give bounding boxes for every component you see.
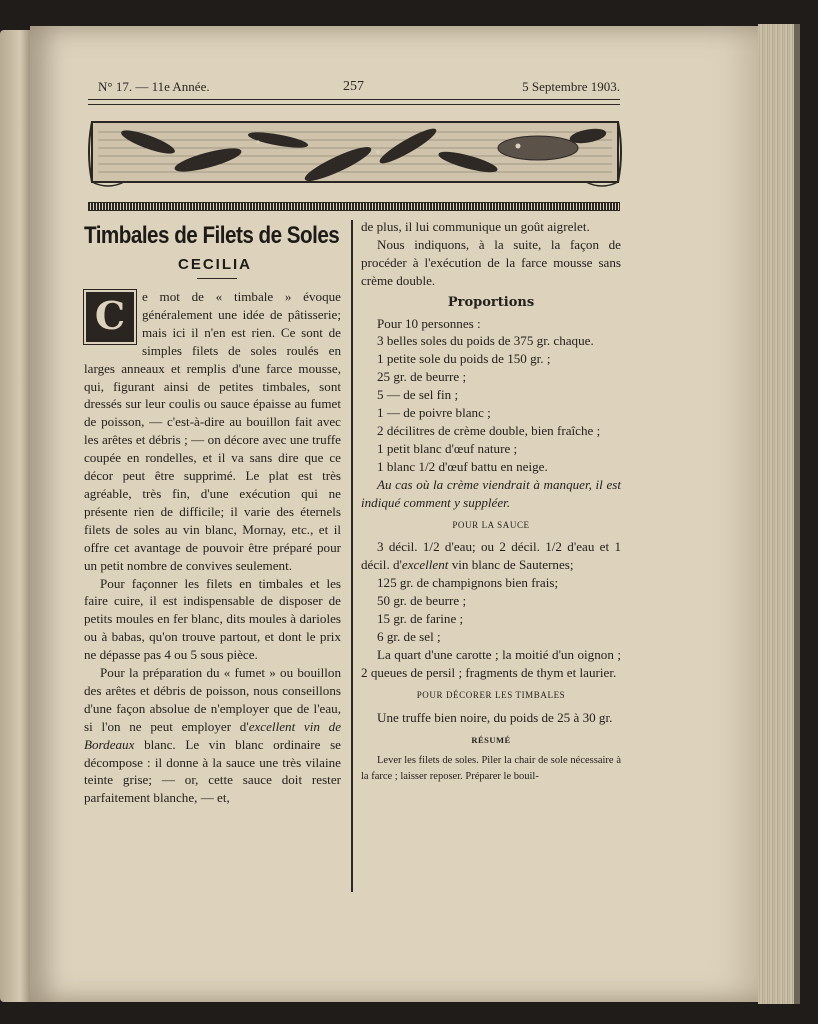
sauce-text-italic: excellent [401,557,449,573]
running-header [58,53,620,94]
page-number: 257 [343,79,364,94]
left-page-edge [0,30,34,1002]
issue-number: N° 17. — 11e Année. [98,79,210,94]
cream-note: Au cas où la crème viendrait à manquer, il est indiqué comment y suppléer. [361,476,621,510]
paragraph-moules: Pour façonner les filets en timbales et les faire cuire, il est indispensable de disposer de petits moules en fer blanc, dits moules à darioles ou à babas, qu'on trouve partout, et dont le prix ne dépasse pas 4 ou 5 sous pièce. [84,575,341,663]
ingredient-line: 1 — de poivre blanc ; [377,405,491,421]
sauce-item: 50 gr. de beurre ; [377,593,467,609]
paragraph-fumet [84,664,341,807]
decor-heading: POUR DÉCORER LES TIMBALES [416,689,566,700]
sauce-item: 6 gr. de sel ; [377,628,441,644]
column-divider [351,220,353,892]
paragraph-intro [84,288,341,575]
resume-heading: RÉSUMÉ [471,735,511,746]
sauce-heading: POUR LA SAUCE [452,519,530,530]
sauce-text-a: 3 décil. 1/2 d'eau; ou 2 décil. 1/2 d'eau et 1 décil. d' [361,539,621,573]
header-rule [88,99,620,105]
ingredient-line: 2 décilitres de crème double, bien fraîche ; [377,422,601,438]
ingredient-line: 5 — de sel fin ; [377,387,459,403]
sauce-line [361,538,621,574]
article-column-right [361,218,621,785]
ingredient-line: 1 petit blanc d'œuf nature ; [377,440,518,456]
fumet-text-b: blanc. Le vin blanc ordinaire se décompose : il donne à la sauce une très vilaine teinte grise; — or, cette sauce doit rester parfaitement blanche, — et, [84,736,341,806]
paragraph-farce: Nous indiquons, à la suite, la façon de procéder à l'exécution de la farce mousse sans crème double. [361,236,621,288]
drop-cap: C [84,290,136,344]
ingredient-line: 1 blanc 1/2 d'œuf battu en neige. [377,458,548,474]
ingredient-line: Pour 10 personnes : [377,315,481,331]
ingredient-line: 3 belles soles du poids de 375 gr. chaque. [377,333,594,349]
paragraph-aigrelet: de plus, il lui communique un goût aigrelet. [361,219,590,234]
resume-text: Lever les filets de soles. Piler la chair de sole nécessaire à la farce ; laisser reposer. Préparer le bouil- [361,755,621,783]
proportions-heading: Proportions [447,294,535,310]
sauce-text-b: vin blanc de Sauternes; [448,557,574,573]
article-subtitle: CECILIA [178,256,252,273]
ingredient-line: 1 petite sole du poids de 150 gr. ; [377,351,551,367]
sauce-item: 15 gr. de farine ; [377,611,464,627]
sauce-item: 125 gr. de champignons bien frais; [377,575,559,591]
fumet-text-a: Pour la préparation du « fumet » ou bouillon des arêtes et débris de poisson, nous conseillons d'une façon absolue de n'employer que de l'eau, si l'on ne peut employer d' [84,665,341,734]
article-title: Timbales de Filets de Soles [84,222,340,249]
page-stack-edges [758,24,800,1004]
paragraph-intro-text: e mot de « timbale » évoque généralement une idée de pâtisserie; mais ici il n'en est rien. Ce sont de simples filets de soles roulés en larges anneaux et remplis d'une farce mousse, qui, figurant ainsi de petites timbales, sont dressés sur leur coulis ou sauce épaisse au fumet de poisson, — c'est-à-dire au bouillon fait avec les arêtes et débris ; — on décore avec une truffe coupée en rondelles, et il va sans dire que ce décor peut être supprimé. Le plat est très agréable, très fin, d'une exécution qui ne présente rien de difficile; il varie des éternels filets de soles au vin blanc, Mornay, etc., et il offre cet avantage de pouvoir être préparé pour un petit nombre de convives seulement. [84,289,341,573]
sauce-item: La quart d'une carotte ; la moitié d'un oignon ; 2 queues de persil ; fragments de thym et laurier. [361,646,621,680]
banner-rule [88,202,620,211]
subtitle-rule [197,278,237,279]
ingredient-line: 25 gr. de beurre ; [377,369,467,385]
issue-date: 5 Septembre 1903. [522,79,620,94]
fumet-text-italic: excellent vin de Bordeaux [84,718,342,752]
fish-frieze-icon [88,112,622,192]
article-column-left [84,288,341,807]
decor-text: Une truffe bien noire, du poids de 25 à 30 gr. [377,709,613,725]
